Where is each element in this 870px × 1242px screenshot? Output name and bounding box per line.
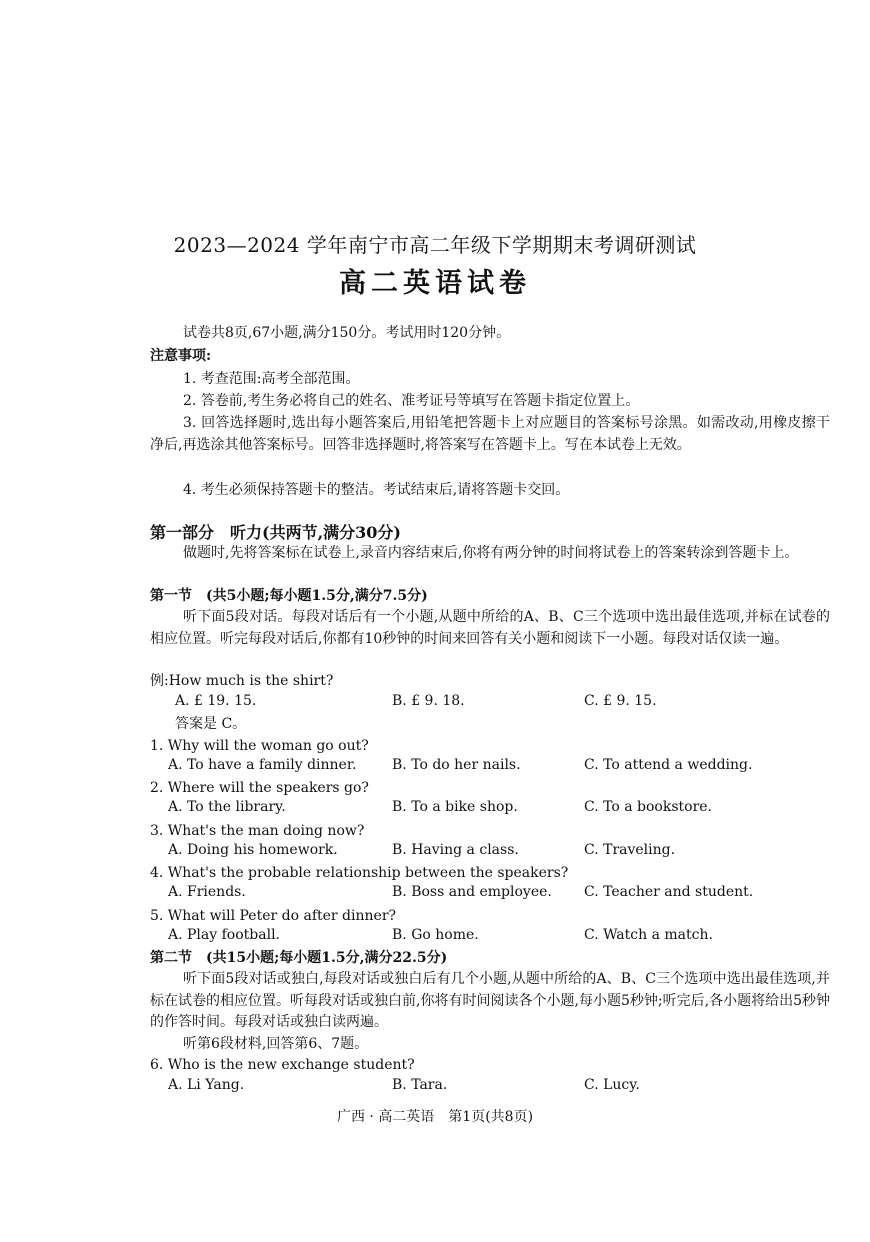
question-6-option-a: A. Li Yang. xyxy=(168,1077,245,1093)
question-3-option-a: A. Doing his homework. xyxy=(168,842,338,858)
notice-item-3: 3. 回答选择题时,选出每小题答案后,用铅笔把答题卡上对应题目的答案标号涂黑。如需改动,用橡皮擦干净后,再选涂其他答案标号。回答非选择题时,将答案写在答题卡上。写在本试卷上无效。 xyxy=(150,415,830,453)
example-option-b: B. £ 9. 18. xyxy=(392,693,465,709)
exam-intro: 试卷共8页,67小题,满分150分。考试用时120分钟。 xyxy=(183,325,511,341)
section2-heading: 第二节 (共15小题;每小题1.5分,满分22.5分) xyxy=(150,950,448,966)
part1-heading: 第一部分 听力(共两节,满分30分) xyxy=(150,523,401,542)
question-1-option-b: B. To do her nails. xyxy=(392,757,521,773)
part1-instruction: 做题时,先将答案标在试卷上,录音内容结束后,你将有两分钟的时间将试卷上的答案转涂到答题卡上。 xyxy=(183,545,799,561)
question-3-option-b: B. Having a class. xyxy=(392,842,519,858)
question-4-option-b: B. Boss and employee. xyxy=(392,884,552,900)
example-option-c: C. £ 9. 15. xyxy=(584,693,657,709)
notice-item-2: 2. 答卷前,考生务必将自己的姓名、准考证号等填写在答题卡指定位置上。 xyxy=(183,393,640,409)
example-question: 例:How much is the shirt? xyxy=(150,673,334,689)
question-6-option-b: B. Tara. xyxy=(392,1077,448,1093)
question-4-option-a: A. Friends. xyxy=(168,884,246,900)
notice-item-1: 1. 考查范围:高考全部范围。 xyxy=(183,371,360,387)
question-6: 6. Who is the new exchange student? xyxy=(150,1057,415,1073)
question-4-option-c: C. Teacher and student. xyxy=(584,884,754,900)
question-2-option-c: C. To a bookstore. xyxy=(584,799,713,815)
question-2-option-b: B. To a bike shop. xyxy=(392,799,518,815)
question-3-option-c: C. Traveling. xyxy=(584,842,676,858)
question-1-option-c: C. To attend a wedding. xyxy=(584,757,753,773)
page-footer: 广西 · 高二英语 第1页(共8页) xyxy=(336,1109,534,1125)
section1-instruction: 听下面5段对话。每段对话后有一个小题,从题中所给的A、B、C三个选项中选出最佳选项,并标在试卷的相应位置。听完每段对话后,你都有10秒钟的时间来回答有关小题和阅读下一小题。每段对话仅读一遍。 xyxy=(150,609,830,647)
section1-heading: 第一节 (共5小题;每小题1.5分,满分7.5分) xyxy=(150,588,428,604)
question-6-option-c: C. Lucy. xyxy=(584,1077,640,1093)
exam-subtitle: 高二英语试卷 xyxy=(339,268,531,299)
question-5-option-b: B. Go home. xyxy=(392,927,479,943)
exam-title: 2023—2024 学年南宁市高二年级下学期期末考调研测试 xyxy=(173,233,697,257)
example-option-a: A. £ 19. 15. xyxy=(175,693,257,709)
question-3: 3. What's the man doing now? xyxy=(150,823,365,839)
notice-item-4: 4. 考生必须保持答题卡的整洁。考试结束后,请将答题卡交回。 xyxy=(183,482,570,498)
question-2: 2. Where will the speakers go? xyxy=(150,780,369,796)
question-5-option-a: A. Play football. xyxy=(168,927,280,943)
question-5-option-c: C. Watch a match. xyxy=(584,927,713,943)
material-note: 听第6段材料,回答第6、7题。 xyxy=(183,1036,369,1052)
question-4: 4. What's the probable relationship between the speakers? xyxy=(150,865,569,881)
question-5: 5. What will Peter do after dinner? xyxy=(150,908,397,924)
section2-instruction: 听下面5段对话或独白,每段对话或独白后有几个小题,从题中所给的A、B、C三个选项中选出最佳选项,并标在试卷的相应位置。听每段对话或独白前,你将有时间阅读各个小题,每小题5秒钟;听完后,各小题将给出5秒钟的作答时间。每段对话或独白读两遍。 xyxy=(150,971,830,1030)
question-1-option-a: A. To have a family dinner. xyxy=(168,757,357,773)
notice-heading: 注意事项: xyxy=(150,348,212,364)
question-2-option-a: A. To the library. xyxy=(168,799,286,815)
question-1: 1. Why will the woman go out? xyxy=(150,738,369,754)
example-answer: 答案是 C。 xyxy=(175,716,247,732)
